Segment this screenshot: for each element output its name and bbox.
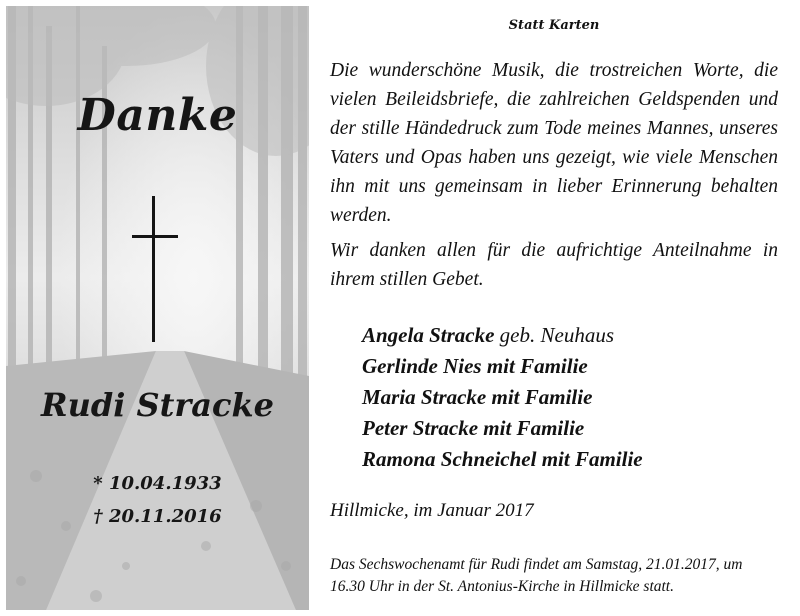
photo-panel [6,6,309,610]
life-dates [6,471,309,537]
signers-list [362,320,643,475]
heading-danke: Danke [77,90,238,141]
signer-name: Maria Stracke mit Familie [362,385,593,409]
signer-2 [362,351,643,382]
text-panel [330,0,778,616]
header-statt-karten: Statt Karten [508,18,600,33]
memorial-mass-notice: Das Sechswochenamt für Rudi findet am Samstag, 21.01.2017, um 16.30 Uhr in der St. Antonius-Kirche in Hillmicke statt. [330,556,743,595]
thanks-paragraph: Die wunderschöne Musik, die trostreichen Worte, die vielen Beileidsbriefe, die zahlreichen Geldspenden und der stille Händedruck zum Tode meines Mannes, unseres Vaters und Opas haben uns gezeigt, wie viele Menschen ihn mit uns gemeinsam in lieber Erinnerung behalten werden. [330,60,778,226]
signer-note: geb. Neuhaus [494,323,614,347]
cross-icon [132,196,178,342]
birth-date: * 10.04.1933 [93,473,222,494]
signer-name: Ramona Schneichel mit Familie [362,447,643,471]
signer-name: Angela Stracke [362,323,495,347]
deceased-name: Rudi Stracke [40,386,275,424]
signer-4 [362,413,643,444]
gratitude-paragraph: Wir danken allen für die aufrichtige Anteilnahme in ihrem stillen Gebet. [330,240,778,290]
signer-3 [362,382,643,413]
signer-1 [362,320,643,351]
death-date: † 20.11.2016 [93,506,222,527]
place-date: Hillmicke, im Januar 2017 [330,500,534,521]
signer-5 [362,444,643,475]
signer-name: Gerlinde Nies mit Familie [362,354,588,378]
signer-name: Peter Stracke mit Familie [362,416,585,440]
